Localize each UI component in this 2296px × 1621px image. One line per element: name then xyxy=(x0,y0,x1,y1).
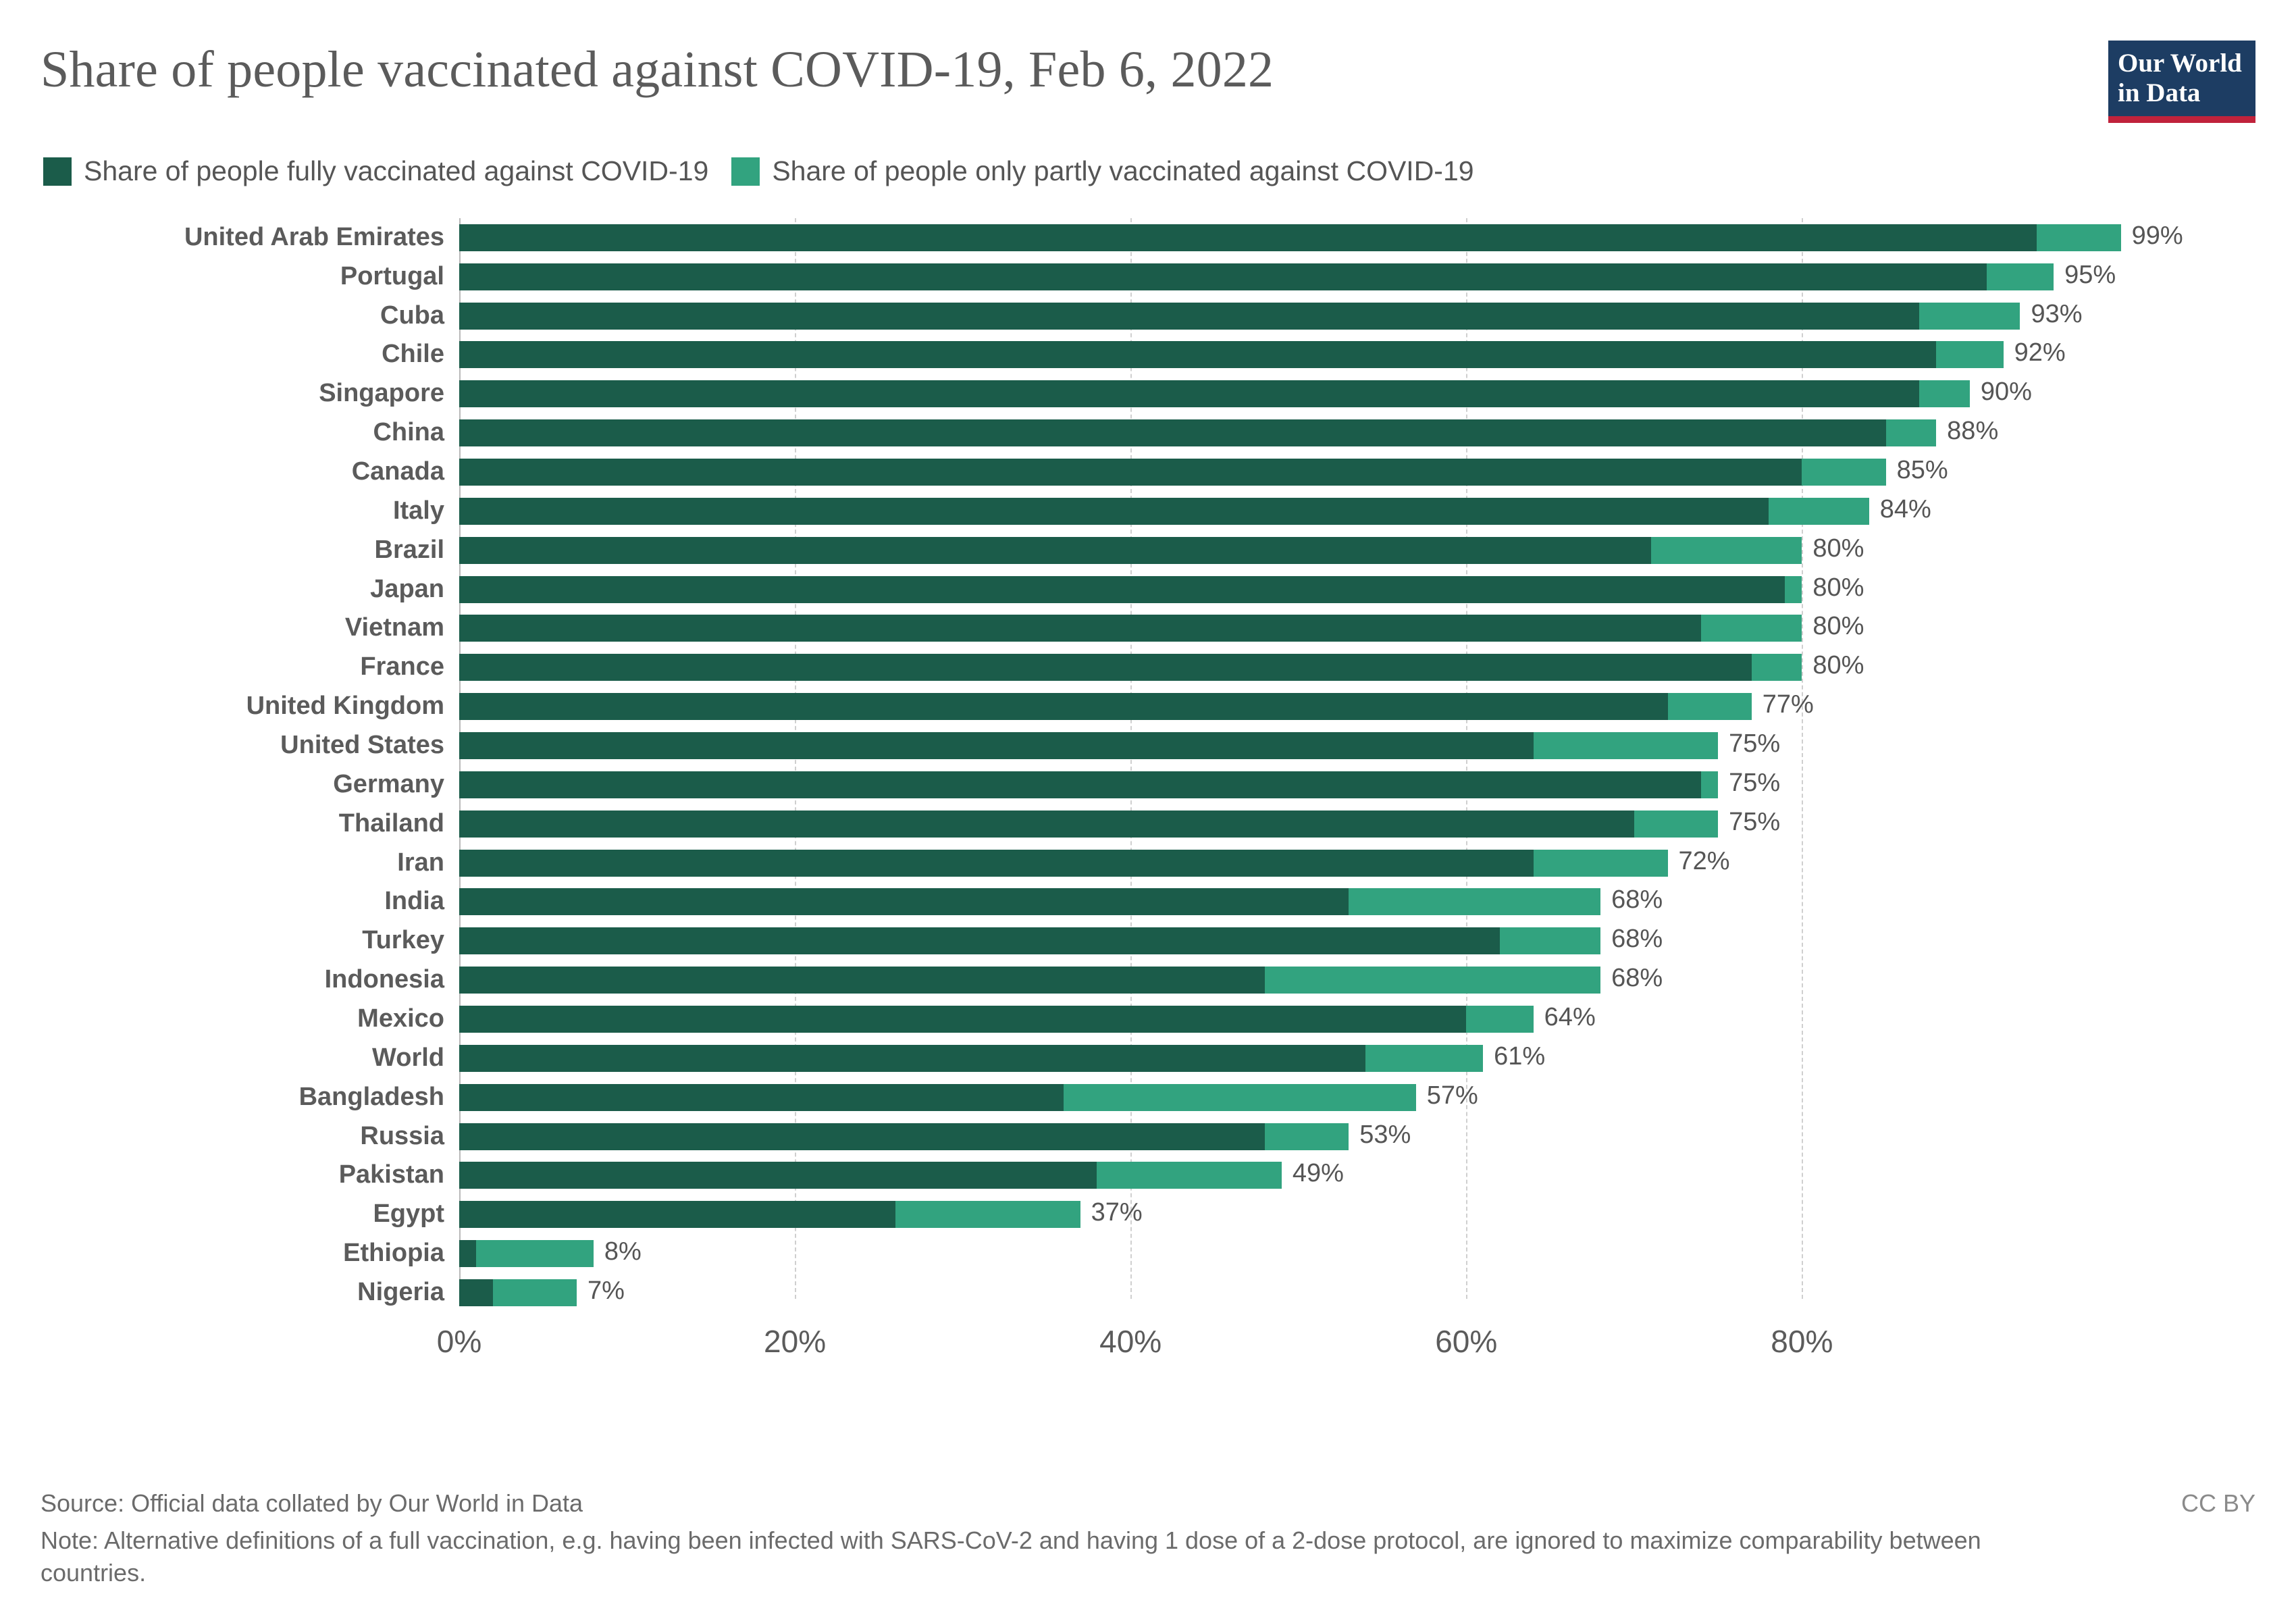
row-label: Russia xyxy=(360,1121,444,1150)
stacked-bar xyxy=(41,927,2255,954)
bar-segment-fully-vaccinated xyxy=(459,380,1919,407)
bar-value-label: 84% xyxy=(1879,494,1931,523)
bar-value-label: 80% xyxy=(1812,612,1864,641)
stacked-bar xyxy=(41,846,2255,877)
row-label: Brazil xyxy=(374,535,444,564)
bar-segment-fully-vaccinated xyxy=(459,967,1265,994)
legend-item-fully-vaccinated[interactable] xyxy=(43,155,708,187)
bar-segment-fully-vaccinated xyxy=(459,927,1500,954)
row-label: Portugal xyxy=(340,261,444,290)
row-label: Mexico xyxy=(357,1004,444,1033)
chart-legend xyxy=(43,155,2255,187)
chart-row[interactable] xyxy=(41,570,2255,609)
bar-segment-partly-vaccinated xyxy=(1785,576,1802,603)
bar-segment-partly-vaccinated xyxy=(1097,1162,1281,1189)
bar-segment-fully-vaccinated xyxy=(459,693,1668,720)
bar-segment-fully-vaccinated xyxy=(459,1162,1097,1189)
stacked-bar xyxy=(41,299,2255,330)
stacked-bar xyxy=(41,964,2255,994)
chart-row[interactable] xyxy=(41,297,2255,336)
bar-value-label: 75% xyxy=(1729,807,1781,836)
bar-segment-partly-vaccinated xyxy=(1802,459,1885,486)
chart-row[interactable] xyxy=(41,453,2255,492)
bar-segment-fully-vaccinated xyxy=(459,888,1349,915)
chart-footer xyxy=(41,1487,2255,1590)
bar-value-label: 80% xyxy=(1812,573,1864,602)
bar-segment-fully-vaccinated xyxy=(459,1084,1064,1111)
row-label: Vietnam xyxy=(344,613,444,642)
bar-value-label: 57% xyxy=(1426,1081,1478,1110)
chart-row[interactable] xyxy=(41,726,2255,765)
chart-row[interactable] xyxy=(41,413,2255,453)
row-label: Chile xyxy=(382,340,444,369)
bar-segment-fully-vaccinated xyxy=(459,1123,1265,1150)
stacked-bar xyxy=(41,380,2255,407)
x-axis-tick: 80% xyxy=(1771,1324,1833,1359)
bar-segment-partly-vaccinated xyxy=(1534,732,1718,759)
stacked-bar xyxy=(41,729,2255,759)
bar-segment-fully-vaccinated xyxy=(459,1240,476,1267)
x-axis-tick: 60% xyxy=(1435,1324,1498,1359)
bar-segment-partly-vaccinated xyxy=(1500,927,1600,954)
bar-value-label: 75% xyxy=(1729,768,1781,797)
bar-value-label: 80% xyxy=(1812,534,1864,563)
row-label: United Arab Emirates xyxy=(184,222,444,251)
row-label: Turkey xyxy=(362,926,444,955)
chart-row[interactable] xyxy=(41,687,2255,726)
owid-logo-line1: Our World xyxy=(2118,49,2242,78)
bar-segment-fully-vaccinated xyxy=(459,341,1936,368)
stacked-bar xyxy=(41,419,2255,446)
bar-value-label: 85% xyxy=(1896,456,1948,485)
row-label: Germany xyxy=(333,769,444,798)
stacked-bar xyxy=(41,651,2255,681)
chart-row[interactable] xyxy=(41,883,2255,922)
bar-segment-partly-vaccinated xyxy=(1987,263,2054,290)
bars-layer xyxy=(41,218,2255,1312)
bar-segment-fully-vaccinated xyxy=(459,654,1752,681)
row-label: Italy xyxy=(392,496,444,525)
bar-value-label: 68% xyxy=(1611,964,1663,993)
stacked-bar xyxy=(41,1237,2255,1267)
bar-segment-fully-vaccinated xyxy=(459,303,1919,330)
row-label: Iran xyxy=(397,848,444,877)
bar-segment-fully-vaccinated xyxy=(459,732,1534,759)
note-text: Note: Alternative definitions of a full vaccination, e.g. having been infected with SARS-CoV-2 and having 1 dose of a 2-dose protocol, are ignored to maximize comparability between countries. xyxy=(41,1526,1981,1587)
bar-segment-partly-vaccinated xyxy=(1668,693,1752,720)
legend-swatch-icon xyxy=(731,157,760,186)
bar-value-label: 8% xyxy=(604,1237,642,1266)
bar-value-label: 72% xyxy=(1678,846,1730,875)
chart-row[interactable] xyxy=(41,960,2255,1000)
bar-segment-fully-vaccinated xyxy=(459,224,2037,251)
row-label: United States xyxy=(280,731,444,760)
chart-row[interactable] xyxy=(41,648,2255,687)
bar-segment-partly-vaccinated xyxy=(493,1279,577,1306)
legend-label-partly-vaccinated: Share of people only partly vaccinated against COVID-19 xyxy=(772,155,1474,186)
chart-row[interactable] xyxy=(41,1039,2255,1078)
chart-row[interactable] xyxy=(41,1078,2255,1117)
bar-segment-partly-vaccinated xyxy=(2037,224,2120,251)
bar-value-label: 99% xyxy=(2131,221,2183,250)
bar-segment-partly-vaccinated xyxy=(1919,380,1970,407)
bar-segment-partly-vaccinated xyxy=(1701,771,1718,798)
row-label: Singapore xyxy=(319,379,444,408)
bar-segment-partly-vaccinated xyxy=(1651,537,1802,564)
bar-segment-fully-vaccinated xyxy=(459,771,1701,798)
bar-segment-fully-vaccinated xyxy=(459,537,1651,564)
chart-area xyxy=(41,218,2255,1380)
chart-row[interactable] xyxy=(41,1195,2255,1234)
owid-logo-rule xyxy=(2108,116,2255,123)
bar-value-label: 49% xyxy=(1292,1159,1344,1188)
chart-row[interactable] xyxy=(41,609,2255,648)
row-label: Nigeria xyxy=(357,1278,444,1307)
stacked-bar xyxy=(41,573,2255,603)
chart-row[interactable] xyxy=(41,844,2255,883)
bar-segment-partly-vaccinated xyxy=(1936,341,2003,368)
bar-value-label: 77% xyxy=(1762,690,1814,719)
bar-value-label: 95% xyxy=(2064,260,2116,289)
bar-segment-fully-vaccinated xyxy=(459,459,1802,486)
stacked-bar xyxy=(41,1120,2255,1150)
bar-value-label: 7% xyxy=(587,1277,625,1306)
bar-value-label: 88% xyxy=(1947,417,1999,446)
row-label: India xyxy=(384,887,444,916)
bar-segment-fully-vaccinated xyxy=(459,498,1769,525)
bar-segment-fully-vaccinated xyxy=(459,1045,1365,1072)
bar-value-label: 68% xyxy=(1611,925,1663,954)
row-label: Ethiopia xyxy=(343,1239,444,1268)
x-axis-tick: 20% xyxy=(764,1324,827,1359)
stacked-bar xyxy=(41,534,2255,564)
stacked-bar xyxy=(41,768,2255,798)
stacked-bar xyxy=(41,1081,2255,1111)
bar-segment-fully-vaccinated xyxy=(459,1201,895,1228)
stacked-bar xyxy=(41,260,2255,290)
row-label: World xyxy=(372,1043,444,1072)
stacked-bar xyxy=(41,885,2255,915)
row-label: Cuba xyxy=(380,301,444,330)
chart-row[interactable] xyxy=(41,1000,2255,1039)
row-label: France xyxy=(360,652,444,681)
bar-value-label: 64% xyxy=(1544,1003,1596,1032)
bar-segment-partly-vaccinated xyxy=(1634,810,1718,838)
owid-logo[interactable] xyxy=(2108,41,2255,123)
bar-segment-partly-vaccinated xyxy=(1701,615,1802,642)
bar-segment-partly-vaccinated xyxy=(1752,654,1802,681)
chart-row[interactable] xyxy=(41,531,2255,570)
bar-segment-fully-vaccinated xyxy=(459,263,1987,290)
plot-region xyxy=(41,218,2255,1312)
row-label: United Kingdom xyxy=(246,692,444,721)
bar-segment-partly-vaccinated xyxy=(1769,498,1869,525)
legend-item-partly-vaccinated[interactable] xyxy=(731,155,1473,187)
bar-value-label: 37% xyxy=(1091,1198,1143,1227)
row-label: Canada xyxy=(351,457,444,486)
bar-segment-fully-vaccinated xyxy=(459,419,1886,446)
bar-value-label: 90% xyxy=(1980,378,2032,407)
bar-segment-partly-vaccinated xyxy=(1265,1123,1349,1150)
page-title: Share of people vaccinated against COVID-19, Feb 6, 2022 xyxy=(41,41,1274,98)
bar-value-label: 68% xyxy=(1611,885,1663,915)
stacked-bar xyxy=(41,690,2255,720)
bar-segment-partly-vaccinated xyxy=(1886,419,1937,446)
bar-segment-partly-vaccinated xyxy=(1365,1045,1483,1072)
row-label: Japan xyxy=(370,574,444,603)
bar-value-label: 93% xyxy=(2031,299,2083,328)
chart-row[interactable] xyxy=(41,1117,2255,1156)
chart-header xyxy=(41,34,2255,135)
bar-value-label: 61% xyxy=(1494,1041,1546,1071)
chart-row[interactable] xyxy=(41,336,2255,375)
stacked-bar xyxy=(41,807,2255,838)
stacked-bar xyxy=(41,1198,2255,1228)
bar-segment-fully-vaccinated xyxy=(459,1006,1466,1033)
chart-row[interactable] xyxy=(41,492,2255,531)
legend-label-fully-vaccinated: Share of people fully vaccinated against COVID-19 xyxy=(84,155,709,186)
bar-value-label: 75% xyxy=(1729,729,1781,758)
owid-logo-line2: in Data xyxy=(2118,78,2201,107)
x-axis-tick: 40% xyxy=(1099,1324,1162,1359)
bar-segment-fully-vaccinated xyxy=(459,810,1634,838)
bar-segment-partly-vaccinated xyxy=(1064,1084,1416,1111)
row-label: Pakistan xyxy=(338,1160,444,1189)
row-label: Indonesia xyxy=(324,965,444,994)
stacked-bar xyxy=(41,221,2255,251)
bar-segment-fully-vaccinated xyxy=(459,850,1534,877)
bar-segment-fully-vaccinated xyxy=(459,576,1785,603)
license-text: CC BY xyxy=(2181,1489,2255,1518)
stacked-bar xyxy=(41,1041,2255,1072)
chart-row[interactable] xyxy=(41,374,2255,413)
legend-swatch-icon xyxy=(43,157,72,186)
stacked-bar xyxy=(41,1279,2255,1306)
chart-row[interactable] xyxy=(41,218,2255,257)
bar-segment-fully-vaccinated xyxy=(459,1279,493,1306)
bar-value-label: 92% xyxy=(2014,338,2066,367)
stacked-bar xyxy=(41,1159,2255,1189)
stacked-bar xyxy=(41,456,2255,486)
bar-segment-fully-vaccinated xyxy=(459,615,1701,642)
bar-value-label: 80% xyxy=(1812,651,1864,680)
bar-segment-partly-vaccinated xyxy=(476,1240,594,1267)
bar-segment-partly-vaccinated xyxy=(895,1201,1080,1228)
chart-row[interactable] xyxy=(41,1156,2255,1195)
row-label: Bangladesh xyxy=(298,1082,444,1111)
bar-segment-partly-vaccinated xyxy=(1919,303,2020,330)
stacked-bar xyxy=(41,1003,2255,1033)
row-label: Egypt xyxy=(373,1200,444,1229)
row-label: China xyxy=(373,418,444,447)
bar-segment-partly-vaccinated xyxy=(1265,967,1600,994)
bar-segment-partly-vaccinated xyxy=(1466,1006,1533,1033)
chart-row[interactable] xyxy=(41,1234,2255,1273)
bar-value-label: 53% xyxy=(1359,1120,1411,1149)
chart-row[interactable] xyxy=(41,921,2255,960)
chart-row[interactable] xyxy=(41,765,2255,804)
chart-row[interactable] xyxy=(41,1273,2255,1312)
stacked-bar xyxy=(41,338,2255,368)
chart-row[interactable] xyxy=(41,804,2255,844)
bar-segment-partly-vaccinated xyxy=(1349,888,1600,915)
chart-row[interactable] xyxy=(41,257,2255,297)
x-axis xyxy=(41,1312,2255,1373)
bar-segment-partly-vaccinated xyxy=(1534,850,1668,877)
source-text: Source: Official data collated by Our World in Data xyxy=(41,1489,583,1518)
row-label: Thailand xyxy=(338,808,444,838)
stacked-bar xyxy=(41,612,2255,642)
x-axis-tick: 0% xyxy=(436,1324,482,1359)
stacked-bar xyxy=(41,494,2255,525)
